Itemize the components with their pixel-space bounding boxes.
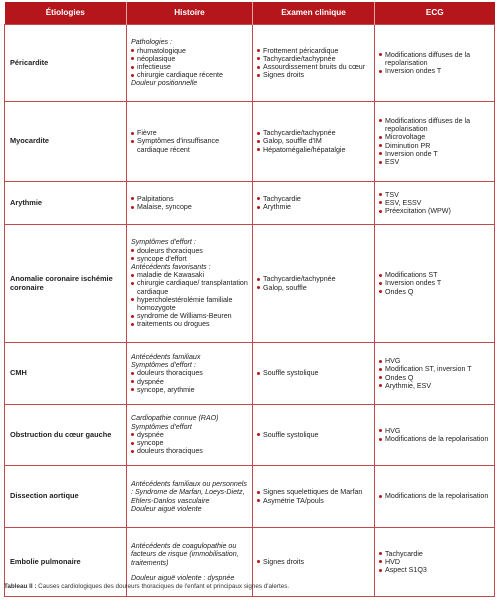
col-ecg-cell	[375, 343, 495, 405]
table-row	[5, 405, 495, 466]
etiology-cell: Obstruction du cœur gauche	[5, 405, 127, 466]
bullet-item: HVG	[379, 357, 490, 365]
bullet-item: dyspnée	[131, 431, 248, 439]
col-histoire-cell	[127, 343, 253, 405]
bullet-item: Malaise, syncope	[131, 203, 248, 211]
bullet-item: Assourdissement bruits du cœur	[257, 63, 370, 71]
bullet-item: Symptômes d'insuffisance cardiaque récent	[131, 137, 248, 153]
bullet-item: chirurgie cardiaque récente	[131, 71, 248, 79]
table-row	[5, 182, 495, 225]
header-histoire: Histoire	[127, 2, 253, 25]
bullet-item: douleurs thoraciques	[131, 247, 248, 255]
bullet-item: douleurs thoraciques	[131, 447, 248, 455]
bullet-item: néoplasique	[131, 55, 248, 63]
bullet-item: Arythmie	[257, 203, 370, 211]
bullet-item: TSV	[379, 191, 490, 199]
bullet-item: Frottement péricardique	[257, 47, 370, 55]
bullet-item: chirurgie cardiaque/ transplantation cardiaque	[131, 279, 248, 295]
bullet-item: Modifications de la repolarisation	[379, 435, 490, 443]
col-ecg-cell	[375, 528, 495, 597]
bullet-item: Signes droits	[257, 558, 370, 566]
bullet-item: hypercholestérolémie familiale homozygote	[131, 296, 248, 312]
bullet-item: Modifications diffuses de la repolarisation	[379, 51, 490, 67]
bullet-item: Tachycardie/tachypnée	[257, 55, 370, 63]
col-histoire-cell	[127, 225, 253, 343]
col-ecg-cell	[375, 102, 495, 182]
bullet-item: Tachycardie/tachypnée	[257, 275, 370, 283]
col-examen-cell	[253, 405, 375, 466]
table-row	[5, 343, 495, 405]
bullet-item: Hépatomégalie/hépatalgie	[257, 146, 370, 154]
etiology-cell: Dissection aortique	[5, 466, 127, 528]
bullet-item: Signes squelettiques de Marfan	[257, 488, 370, 496]
bullet-item: infectieuse	[131, 63, 248, 71]
bullet-item: Ondes Q	[379, 288, 490, 296]
col-examen-cell	[253, 182, 375, 225]
bullet-item: Tachycardie	[257, 195, 370, 203]
bullet-item: Fièvre	[131, 129, 248, 137]
table-row	[5, 102, 495, 182]
header-ecg: ECG	[375, 2, 495, 25]
col-ecg-cell	[375, 225, 495, 343]
italic-note: Cardiopathie connue (RAO)	[131, 414, 219, 423]
bullet-item: syndrome de Williams-Beuren	[131, 312, 248, 320]
col-histoire-cell	[127, 102, 253, 182]
bullet-item: rhumatologique	[131, 47, 248, 55]
italic-note: Pathologies :	[131, 38, 173, 47]
bullet-item: maladie de Kawasaki	[131, 271, 248, 279]
bullet-item: Modification ST, inversion T	[379, 365, 490, 373]
header-row	[5, 2, 495, 25]
col-examen-cell	[253, 25, 375, 102]
col-histoire-cell	[127, 466, 253, 528]
bullet-item: Tachycardie	[379, 550, 490, 558]
bullet-item: Inversion ondes T	[379, 279, 490, 287]
table-body	[5, 25, 495, 597]
bullet-item: Inversion ondes T	[379, 67, 490, 75]
bullet-item: Modifications ST	[379, 271, 490, 279]
etiology-table	[4, 2, 495, 597]
italic-note: Douleur aiguë violente : dyspnée	[131, 573, 235, 582]
italic-note: Symptômes d'effort :	[131, 361, 196, 370]
col-examen-cell	[253, 343, 375, 405]
header-examen-clinique: Examen clinique	[253, 2, 375, 25]
table-row	[5, 25, 495, 102]
etiology-cell: Péricardite	[5, 25, 127, 102]
col-examen-cell	[253, 466, 375, 528]
table-row	[5, 466, 495, 528]
italic-note: Antécédents de coagulopathie ou facteurs de risque (immobilisation, traitements)	[131, 542, 239, 567]
bullet-item: Galop, souffle	[257, 284, 370, 292]
bullet-item: syncope, arythmie	[131, 386, 248, 394]
italic-note: Antécédents favorisants :	[131, 262, 211, 271]
bullet-item: HVD	[379, 558, 490, 566]
bullet-item: Diminution PR	[379, 142, 490, 150]
bullet-item: Galop, souffle d'IM	[257, 137, 370, 145]
bullet-item: Souffle systolique	[257, 369, 370, 377]
bullet-item: Modifications de la repolarisation	[379, 492, 490, 500]
table-caption	[4, 583, 289, 590]
bullet-item: HVG	[379, 427, 490, 435]
italic-note: Symptômes d'effort	[131, 422, 192, 431]
header-etiologies: Étiologies	[5, 2, 127, 25]
bullet-item: traitements ou drogues	[131, 320, 248, 328]
etiology-cell: Myocardite	[5, 102, 127, 182]
caption-label: Tableau II :	[4, 583, 37, 590]
bullet-item: Arythmie, ESV	[379, 382, 490, 390]
col-ecg-cell	[375, 25, 495, 102]
bullet-item: Palpitations	[131, 195, 248, 203]
bullet-item: Tachycardie/tachypnée	[257, 129, 370, 137]
bullet-item: Inversion onde T	[379, 150, 490, 158]
bullet-item: douleurs thoraciques	[131, 369, 248, 377]
bullet-item: Signes droits	[257, 71, 370, 79]
bullet-item: Asymétrie TA/pouls	[257, 497, 370, 505]
bullet-item: syncope	[131, 439, 248, 447]
spacer	[131, 567, 248, 574]
col-ecg-cell	[375, 405, 495, 466]
bullet-item: Ondes Q	[379, 374, 490, 382]
col-ecg-cell	[375, 466, 495, 528]
col-histoire-cell	[127, 25, 253, 102]
table-header	[5, 2, 495, 25]
bullet-item: Modifications diffuses de la repolarisation	[379, 117, 490, 133]
bullet-item: ESV	[379, 158, 490, 166]
bullet-item: ESV, ESSV	[379, 199, 490, 207]
col-ecg-cell	[375, 182, 495, 225]
bullet-item: Souffle systolique	[257, 431, 370, 439]
bullet-item: Aspect S1Q3	[379, 566, 490, 574]
italic-note: Douleur positionnelle	[131, 79, 198, 88]
etiology-cell: Arythmie	[5, 182, 127, 225]
col-examen-cell	[253, 102, 375, 182]
bullet-item: Préexcitation (WPW)	[379, 207, 490, 215]
bullet-item: dyspnée	[131, 378, 248, 386]
bullet-item: Microvoltage	[379, 133, 490, 141]
bullet-item: syncope d'effort	[131, 255, 248, 263]
col-examen-cell	[253, 225, 375, 343]
etiology-cell: Anomalie coronaire ischémie coronaire	[5, 225, 127, 343]
col-histoire-cell	[127, 405, 253, 466]
italic-note: Douleur aiguë violente	[131, 504, 202, 513]
italic-note: Antécédents familiaux	[131, 352, 201, 361]
col-histoire-cell	[127, 182, 253, 225]
caption-text: Causes cardiologiques des douleurs thoraciques de l'enfant et principaux signes d'alertes.	[36, 583, 290, 590]
table-row	[5, 225, 495, 343]
italic-note: Antécédents familiaux ou personnels : Syndrome de Marfan, Loeys-Dietz, Ehlers-Danlos vasculaire	[131, 480, 247, 505]
etiology-cell: CMH	[5, 343, 127, 405]
etiology-cell: Embolie pulmonaire	[5, 528, 127, 597]
italic-note: Symptômes d'effort :	[131, 238, 196, 247]
